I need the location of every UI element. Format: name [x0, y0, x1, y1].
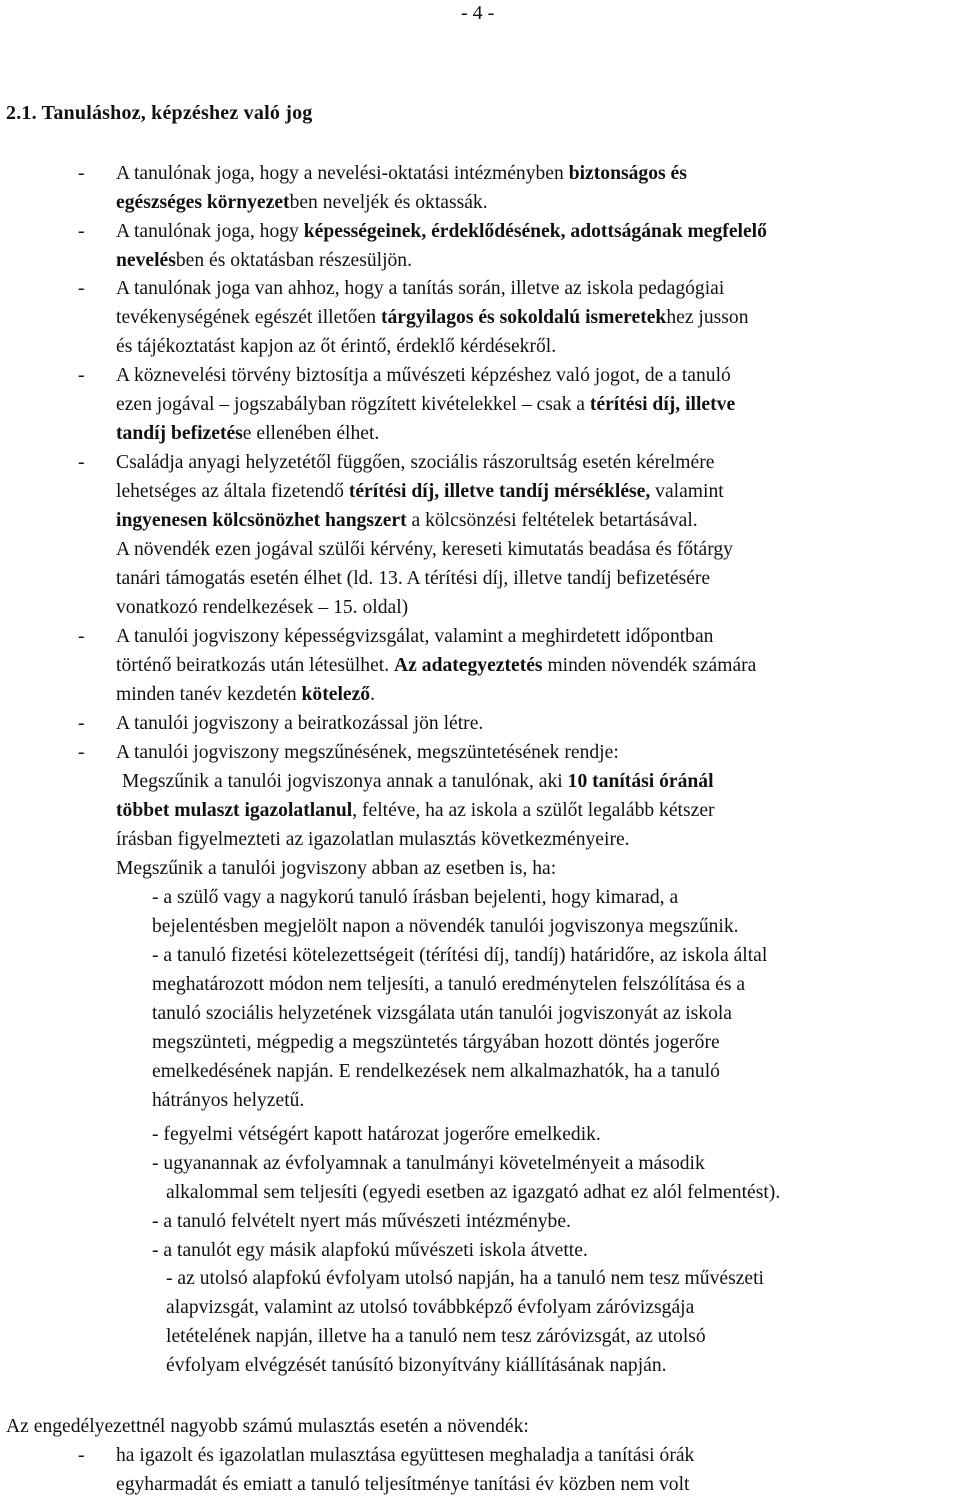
text-line — [152, 1125, 601, 1145]
text-line — [116, 193, 488, 213]
text-line — [116, 540, 733, 560]
bold-text: 10 tanítási óránál — [567, 771, 714, 792]
page-number: - 4 - — [461, 2, 495, 24]
text-run: egyharmadát és emiatt a tanuló teljesítménye tanítási év közben nem volt — [116, 1474, 690, 1495]
text-run: - fegyelmi vétségért kapott határozat jogerőre emelkedik. — [152, 1124, 601, 1145]
text-line — [116, 395, 735, 415]
text-run: Megszűnik a tanulói jogviszonya annak a tanulónak, aki — [122, 771, 568, 792]
text-run: A tanulói jogviszony a beiratkozással jön létre. — [116, 713, 484, 734]
text-line — [116, 830, 630, 850]
text-line — [152, 1212, 571, 1232]
text-run: A köznevelési törvény biztosítja a művészeti képzéshez való jogot, de a tanuló — [116, 365, 731, 386]
text-run: és tájékoztatást kapjon az őt érintő, érdeklő kérdésekről. — [116, 336, 557, 357]
text-line — [166, 1183, 780, 1203]
text-line — [166, 1327, 706, 1347]
text-run: lehetséges az általa fizetendő — [116, 481, 349, 502]
bold-text: Az adategyeztetés — [394, 655, 543, 676]
bullet-dash: - — [78, 742, 85, 763]
text-run: a kölcsönzési feltételek betartásával. — [406, 510, 698, 531]
text-run: meghatározott módon nem teljesíti, a tanuló eredménytelen felszólítása és a — [152, 974, 746, 995]
bold-text: kötelező — [301, 684, 371, 705]
bold-text: egészséges környezet — [116, 192, 290, 213]
bold-text: térítési díj, illetve tandíj mérséklése, — [348, 481, 651, 502]
text-run: évfolyam elvégzését tanúsító bizonyítvány kiállításának napján. — [166, 1355, 667, 1376]
text-run: A tanulónak joga, hogy a nevelési-oktatási intézményben — [116, 163, 569, 184]
text-line — [152, 1004, 732, 1024]
text-run: vonatkozó rendelkezések – 15. oldal) — [116, 597, 409, 618]
text-run: e ellenében élhet. — [242, 423, 380, 444]
text-line — [116, 251, 412, 271]
text-line — [152, 1241, 588, 1261]
text-run: - az utolsó alapfokú évfolyam utolsó napján, ha a tanuló nem tesz művészeti — [166, 1268, 764, 1289]
text-run: alapvizsgát, valamint az utolsó továbbképző évfolyam záróvizsgája — [166, 1297, 695, 1318]
text-run: történő beiratkozás után létesülhet. — [116, 655, 395, 676]
text-line — [116, 482, 724, 502]
bold-text: képességeinek, érdeklődésének, adottságának megfelelő — [303, 221, 767, 242]
text-line — [116, 656, 756, 676]
text-run: ben neveljék és oktassák. — [289, 192, 488, 213]
text-line — [116, 366, 731, 386]
text-line — [116, 598, 408, 618]
text-run: minden tanév kezdetén — [116, 684, 302, 705]
text-run: A tanulói jogviszony megszűnésének, megszüntetésének rendje: — [116, 742, 619, 763]
text-line — [116, 859, 556, 879]
text-run: Családja anyagi helyzetétől függően, szociális rászorultság esetén kérelmére — [116, 452, 715, 473]
text-run: A tanulónak joga van ahhoz, hogy a tanítás során, illetve az iskola pedagógiai — [116, 278, 725, 299]
text-run: , feltéve, ha az iskola a szülőt legalább kétszer — [352, 800, 715, 821]
text-line — [116, 1446, 694, 1466]
text-line — [166, 1269, 764, 1289]
text-run: bejelentésben megjelölt napon a növendék tanulói jogviszonya megszűnik. — [152, 916, 739, 937]
bullet-dash: - — [78, 1445, 85, 1466]
text-run: - a tanuló fizetési kötelezettségeit (térítési díj, tandíj) határidőre, az iskola által — [152, 945, 768, 966]
text-run: írásban figyelmezteti az igazolatlan mulasztás következményeire. — [116, 829, 630, 850]
bullet-dash: - — [78, 278, 85, 299]
text-line — [152, 1062, 720, 1082]
text-run: - a tanuló felvételt nyert más művészeti intézménybe. — [152, 1211, 571, 1232]
text-run: letételének napján, illetve ha a tanuló nem tesz záróvizsgát, az utolsó — [166, 1326, 706, 1347]
bullet-dash: - — [78, 163, 85, 184]
text-run: tanuló szociális helyzetének vizsgálata után tanulói jogviszonyát az iskola — [152, 1003, 733, 1024]
bold-text: tárgyilagos és sokoldalú ismeretek — [380, 307, 667, 328]
text-line — [116, 337, 556, 357]
text-line — [116, 801, 715, 821]
text-line — [152, 1154, 705, 1174]
text-line — [116, 279, 724, 299]
text-run: Az engedélyezettnél nagyobb számú mulasztás esetén a növendék: — [6, 1416, 529, 1437]
bold-text: biztonságos és — [568, 163, 687, 184]
text-run: ha igazolt és igazolatlan mulasztása együttesen meghaladja a tanítási órák — [116, 1445, 695, 1466]
text-line — [116, 743, 619, 763]
text-run: - a tanulót egy másik alapfokú művészeti iskola átvette. — [152, 1240, 588, 1261]
text-line — [116, 714, 483, 734]
bullet-dash: - — [78, 452, 85, 473]
text-run: A növendék ezen jogával szülői kérvény, kereseti kimutatás beadása és főtárgy — [116, 539, 733, 560]
text-run: hátrányos helyzetű. — [152, 1090, 305, 1111]
bold-text: tandíj befizetés — [116, 423, 243, 444]
text-run: ben és oktatásban részesüljön. — [175, 250, 412, 271]
text-line — [152, 1033, 720, 1053]
section-heading: 2.1. Tanuláshoz, képzéshez való jog — [6, 102, 313, 124]
text-line — [116, 164, 687, 184]
text-line — [116, 569, 710, 589]
text-line — [152, 917, 739, 937]
bullet-dash: - — [78, 626, 85, 647]
text-run: emelkedésének napján. E rendelkezések nem alkalmazhatók, ha a tanuló — [152, 1061, 720, 1082]
text-run: A tanulónak joga, hogy — [116, 221, 304, 242]
text-run: alkalommal sem teljesíti (egyedi esetben az igazgató adhat ez alól felmentést). — [166, 1182, 781, 1203]
text-run: tanári támogatás esetén élhet (ld. 13. A térítési díj, illetve tandíj befizetésére — [116, 568, 711, 589]
text-run: - ugyanannak az évfolyamnak a tanulmányi követelményeit a második — [152, 1153, 705, 1174]
text-run: ezen jogával – jogszabályban rögzített kivételekkel – csak a — [116, 394, 590, 415]
text-line — [116, 453, 714, 473]
text-run: minden növendék számára — [542, 655, 757, 676]
text-line — [152, 946, 767, 966]
text-line — [116, 511, 698, 531]
text-line — [116, 627, 713, 647]
text-run: A tanulói jogviszony képességvizsgálat, valamint a meghirdetett időpontban — [116, 626, 714, 647]
text-line — [122, 772, 714, 792]
text-run: megszünteti, mégpedig a megszüntetés tárgyában hozott döntés jogerőre — [152, 1032, 720, 1053]
bold-text: térítési díj, illetve — [589, 394, 736, 415]
bullet-dash: - — [78, 365, 85, 386]
text-line — [152, 975, 745, 995]
text-run: . — [370, 684, 375, 705]
text-run: - a szülő vagy a nagykorú tanuló írásban bejelenti, hogy kimarad, a — [152, 887, 679, 908]
bold-text: többet mulaszt igazolatlanul — [116, 800, 353, 821]
text-line — [116, 222, 767, 242]
text-line — [166, 1356, 667, 1376]
text-line — [116, 685, 375, 705]
text-line — [152, 1091, 304, 1111]
text-line — [116, 424, 379, 444]
text-run: hez jusson — [666, 307, 749, 328]
text-run: valamint — [650, 481, 724, 502]
text-line — [152, 888, 678, 908]
text-line — [116, 1475, 689, 1495]
text-line — [166, 1298, 694, 1318]
text-run: tevékenységének egészét illetően — [116, 307, 381, 328]
bold-text: nevelés — [116, 250, 176, 271]
text-run: Megszűnik a tanulói jogviszony abban az esetben is, ha: — [116, 858, 557, 879]
bullet-dash: - — [78, 713, 85, 734]
text-line — [6, 1417, 529, 1437]
bold-text: ingyenesen kölcsönözhet hangszert — [116, 510, 407, 531]
text-line — [116, 308, 749, 328]
bullet-dash: - — [78, 221, 85, 242]
